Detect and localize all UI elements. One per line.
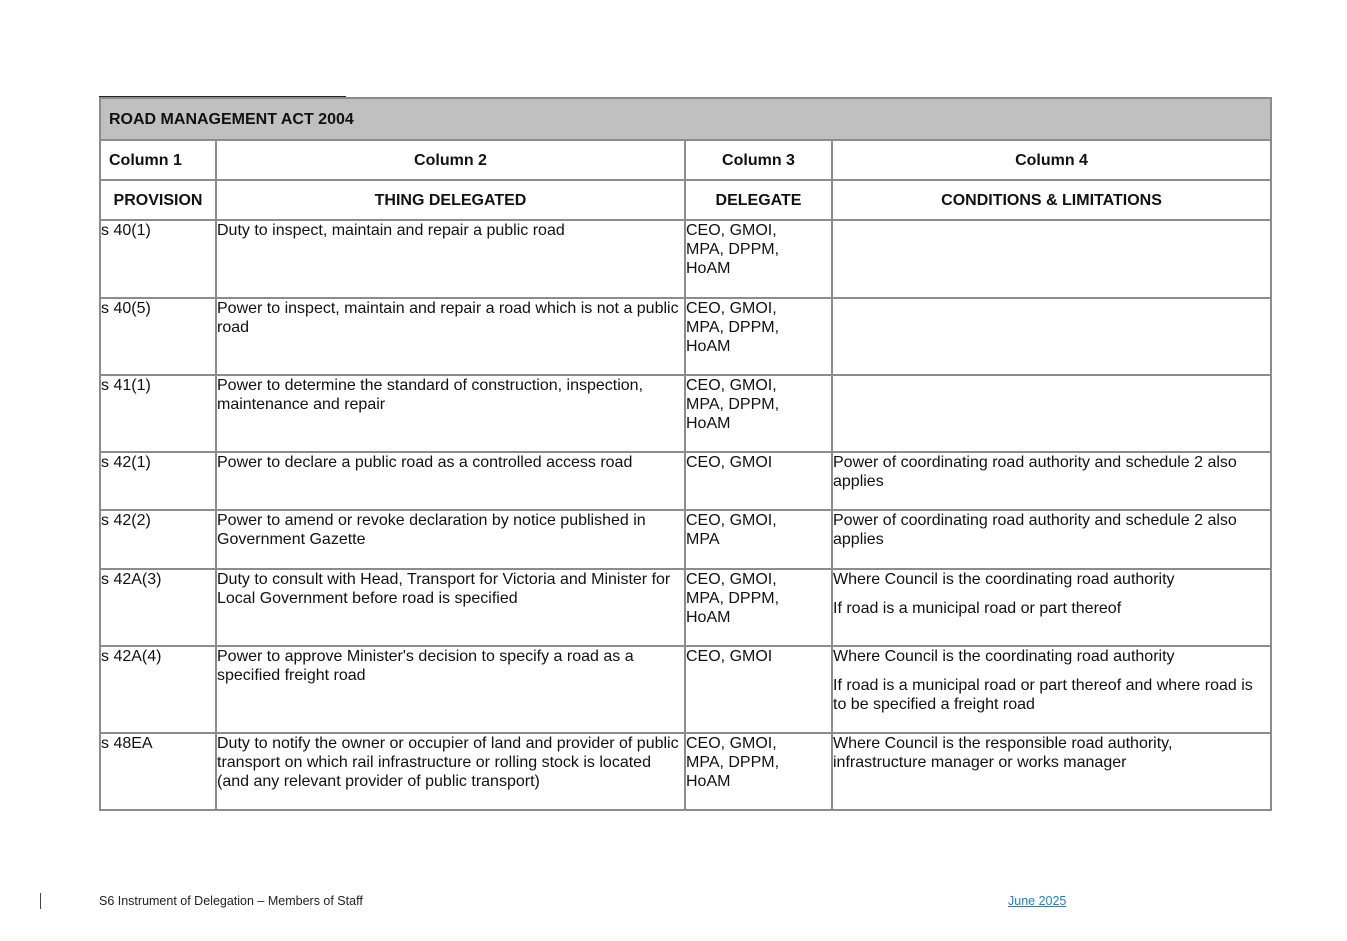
column-number-2: Column 2 (216, 140, 685, 180)
delegate-cell (685, 510, 832, 569)
table-row (100, 220, 1271, 298)
footer-date-link[interactable]: June 2025 (1008, 894, 1067, 908)
table-row (100, 569, 1271, 646)
delegate-text: CEO, GMOI, MPA, DPPM, HoAM (686, 222, 780, 277)
provision-cell: s 42(1) (100, 452, 216, 510)
delegate-text: CEO, GMOI, MPA (686, 512, 777, 548)
delegate-cell (685, 298, 832, 375)
header-delegate: DELEGATE (685, 180, 832, 220)
conditions-cell (832, 510, 1271, 569)
conditions-cell (832, 298, 1271, 375)
delegate-text: CEO, GMOI, MPA, DPPM, HoAM (686, 735, 780, 790)
change-bar (40, 893, 41, 909)
header-thing-delegated: THING DELEGATED (216, 180, 685, 220)
table-row (100, 733, 1271, 810)
column-number-1: Column 1 (100, 140, 216, 180)
thing-cell: Power to approve Minister's decision to specify a road as a specified freight road (216, 646, 685, 733)
delegate-text: CEO, GMOI (686, 454, 773, 471)
table-row (100, 510, 1271, 569)
delegate-cell (685, 375, 832, 452)
delegate-cell (685, 733, 832, 810)
table-title: ROAD MANAGEMENT ACT 2004 (100, 98, 1271, 140)
thing-cell: Duty to notify the owner or occupier of land and provider of public transport on which rail infrastructure or rolling stock is located (and any relevant provider of public transport) (216, 733, 685, 810)
condition-text: Where Council is the responsible road authority, infrastructure manager or works manager (833, 735, 1173, 771)
table-row (100, 452, 1271, 510)
column-header-row (100, 180, 1271, 220)
header-provision: PROVISION (100, 180, 216, 220)
conditions-cell (832, 569, 1271, 646)
condition-text: Where Council is the coordinating road authority (833, 648, 1175, 665)
thing-cell: Duty to inspect, maintain and repair a public road (216, 220, 685, 298)
column-number-4: Column 4 (832, 140, 1271, 180)
column-number-row (100, 140, 1271, 180)
conditions-cell (832, 733, 1271, 810)
delegate-cell (685, 220, 832, 298)
condition-text: Power of coordinating road authority and schedule 2 also applies (833, 512, 1237, 548)
thing-cell: Power to determine the standard of construction, inspection, maintenance and repair (216, 375, 685, 452)
provision-cell: s 42A(3) (100, 569, 216, 646)
delegation-table (99, 97, 1272, 811)
provision-cell: s 48EA (100, 733, 216, 810)
provision-cell: s 42A(4) (100, 646, 216, 733)
thing-cell: Power to declare a public road as a controlled access road (216, 452, 685, 510)
footer-document-title: S6 Instrument of Delegation – Members of Staff (99, 894, 363, 908)
provision-cell: s 40(5) (100, 298, 216, 375)
table-row (100, 298, 1271, 375)
provision-cell: s 40(1) (100, 220, 216, 298)
condition-text: Where Council is the coordinating road authority (833, 571, 1175, 588)
delegate-text: CEO, GMOI, MPA, DPPM, HoAM (686, 571, 780, 626)
provision-cell: s 41(1) (100, 375, 216, 452)
thing-cell: Duty to consult with Head, Transport for Victoria and Minister for Local Government before road is specified (216, 569, 685, 646)
table-row (100, 375, 1271, 452)
conditions-cell (832, 646, 1271, 733)
delegate-cell (685, 646, 832, 733)
delegate-cell (685, 452, 832, 510)
delegate-text: CEO, GMOI, MPA, DPPM, HoAM (686, 300, 780, 355)
column-number-3: Column 3 (685, 140, 832, 180)
conditions-cell (832, 375, 1271, 452)
delegate-text: CEO, GMOI (686, 648, 773, 665)
condition-text: If road is a municipal road or part thereof (833, 600, 1122, 617)
delegate-cell (685, 569, 832, 646)
provision-cell: s 42(2) (100, 510, 216, 569)
thing-cell: Power to inspect, maintain and repair a road which is not a public road (216, 298, 685, 375)
header-conditions: CONDITIONS & LIMITATIONS (832, 180, 1271, 220)
conditions-cell (832, 220, 1271, 298)
condition-text: Power of coordinating road authority and schedule 2 also applies (833, 454, 1237, 490)
thing-cell: Power to amend or revoke declaration by notice published in Government Gazette (216, 510, 685, 569)
condition-text: If road is a municipal road or part thereof and where road is to be specified a freight road (833, 677, 1253, 713)
table-title-row (100, 98, 1271, 140)
conditions-cell (832, 452, 1271, 510)
delegate-text: CEO, GMOI, MPA, DPPM, HoAM (686, 377, 780, 432)
table-row (100, 646, 1271, 733)
